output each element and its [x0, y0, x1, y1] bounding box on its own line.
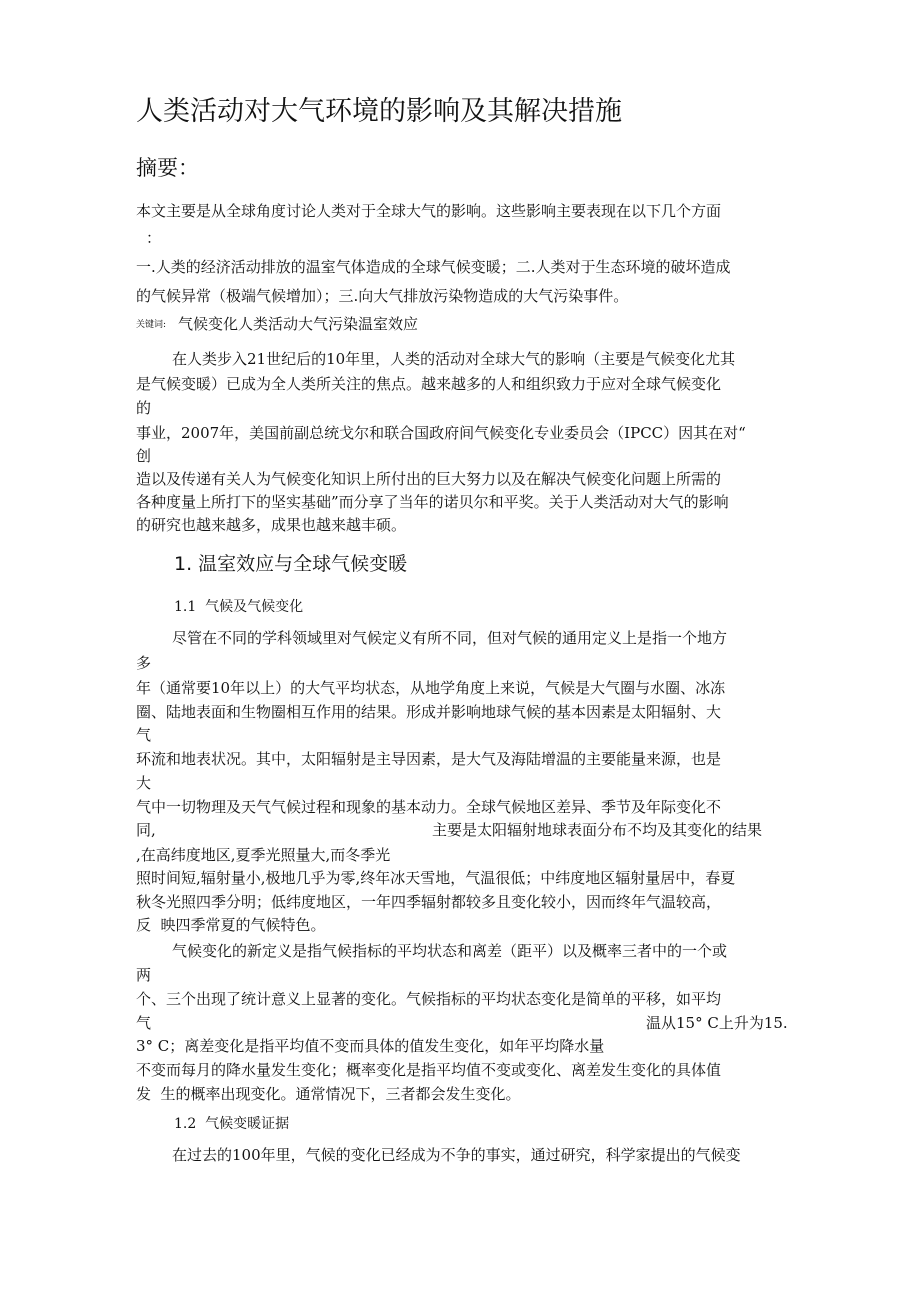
body-line: 发 生的概率出现变化。通常情况下，三者都会发生变化。	[136, 1085, 521, 1103]
keywords-value: 气候变化人类活动大气污染温室效应	[178, 315, 419, 333]
body-line: 照时间短,辐射量小,极地几乎为零,终年冰天雪地，气温很低；中纬度地区辐射量居中，春夏	[136, 869, 736, 887]
body-line: 反 映四季常夏的气候特色。	[136, 916, 326, 934]
abstract-line: ：	[146, 229, 162, 247]
body-line: 多	[136, 654, 152, 672]
body-line: 秋冬光照四季分明；低纬度地区，一年四季辐射都较多且变化较小，因而终年气温较高，	[136, 893, 722, 911]
body-line: 个、三个出现了统计意义上显著的变化。气候指标的平均状态变化是简单的平移，如平均	[136, 990, 722, 1008]
body-line: 温从15° C上升为15.	[646, 1014, 788, 1032]
subsection-heading: 1.1 气候及气候变化	[174, 599, 304, 615]
body-line: 圈、陆地表面和生物圈相互作用的结果。形成并影响地球气候的基本因素是太阳辐射、大	[136, 703, 722, 721]
subsection-heading: 1.2 气候变暖证据	[174, 1116, 290, 1132]
body-line: 环流和地表状况。其中，太阳辐射是主导因素，是大气及海陆增温的主要能量来源，也是	[136, 750, 722, 768]
body-line: 年（通常要10年以上）的大气平均状态，从地学角度上来说，气候是大气圈与水圈、冰冻	[136, 679, 726, 697]
body-line: 尽管在不同的学科领域里对气候定义有所不同，但对气候的通用定义上是指一个地方	[172, 629, 728, 647]
body-line: 3° C；离差变化是指平均值不变而具体的值发生变化，如年平均降水量	[136, 1037, 605, 1055]
intro-line: 造以及传递有关人为气候变化知识上所付出的巨大努力以及在解决气候变化问题上所需的	[136, 470, 722, 488]
section-heading: 1. 温室效应与全球气候变暖	[174, 553, 408, 575]
intro-line: 各种度量上所打下的坚实基础”而分享了当年的诺贝尔和平奖。关于人类活动对大气的影响	[136, 493, 729, 511]
intro-line: 在人类步入21世纪后的10年里，人类的活动对全球大气的影响（主要是气候变化尤其	[172, 350, 736, 368]
intro-line: 的研究也越来越多，成果也越来越丰硕。	[136, 516, 407, 534]
body-line: 气	[136, 1014, 152, 1032]
intro-line: 创	[136, 447, 152, 465]
body-line: 两	[136, 966, 152, 984]
keywords-label: 关键词:	[136, 320, 167, 330]
intro-line: 事业，2007年，美国前副总统戈尔和联合国政府间气候变化专业委员会（IPCC）因其在对“	[136, 424, 746, 442]
intro-line: 的	[136, 399, 152, 417]
body-line: 气中一切物理及天气气候过程和现象的基本动力。全球气候地区差异、季节及年际变化不	[136, 798, 722, 816]
body-line: 大	[136, 774, 152, 792]
abstract-line: 本文主要是从全球角度讨论人类对于全球大气的影响。这些影响主要表现在以下几个方面	[136, 202, 722, 220]
body-line: 主要是太阳辐射地球表面分布不均及其变化的结果	[432, 821, 763, 839]
body-line: 气候变化的新定义是指气候指标的平均状态和离差（距平）以及概率三者中的一个或	[172, 942, 728, 960]
intro-line: 是气候变暖）已成为全人类所关注的焦点。越来越多的人和组织致力于应对全球气候变化	[136, 375, 722, 393]
abstract-line: 一.人类的经济活动排放的温室气体造成的全球气候变暖；二.人类对于生态环境的破坏造成	[136, 258, 731, 276]
body-line: 同,	[136, 821, 156, 839]
abstract-line: 的气候异常（极端气候增加）；三.向大气排放污染物造成的大气污染事件。	[136, 287, 629, 305]
document-title: 人类活动对大气环境的影响及其解决措施	[136, 96, 622, 127]
abstract-heading: 摘要：	[136, 156, 199, 180]
body-line: 气	[136, 726, 152, 744]
body-line: 不变而每月的降水量发生变化；概率变化是指平均值不变或变化、离差发生变化的具体值	[136, 1061, 722, 1079]
body-line: 在过去的100年里，气候的变化已经成为不争的事实，通过研究，科学家提出的气候变	[172, 1146, 741, 1164]
body-line: ,在高纬度地区,夏季光照量大,而冬季光	[136, 846, 391, 864]
